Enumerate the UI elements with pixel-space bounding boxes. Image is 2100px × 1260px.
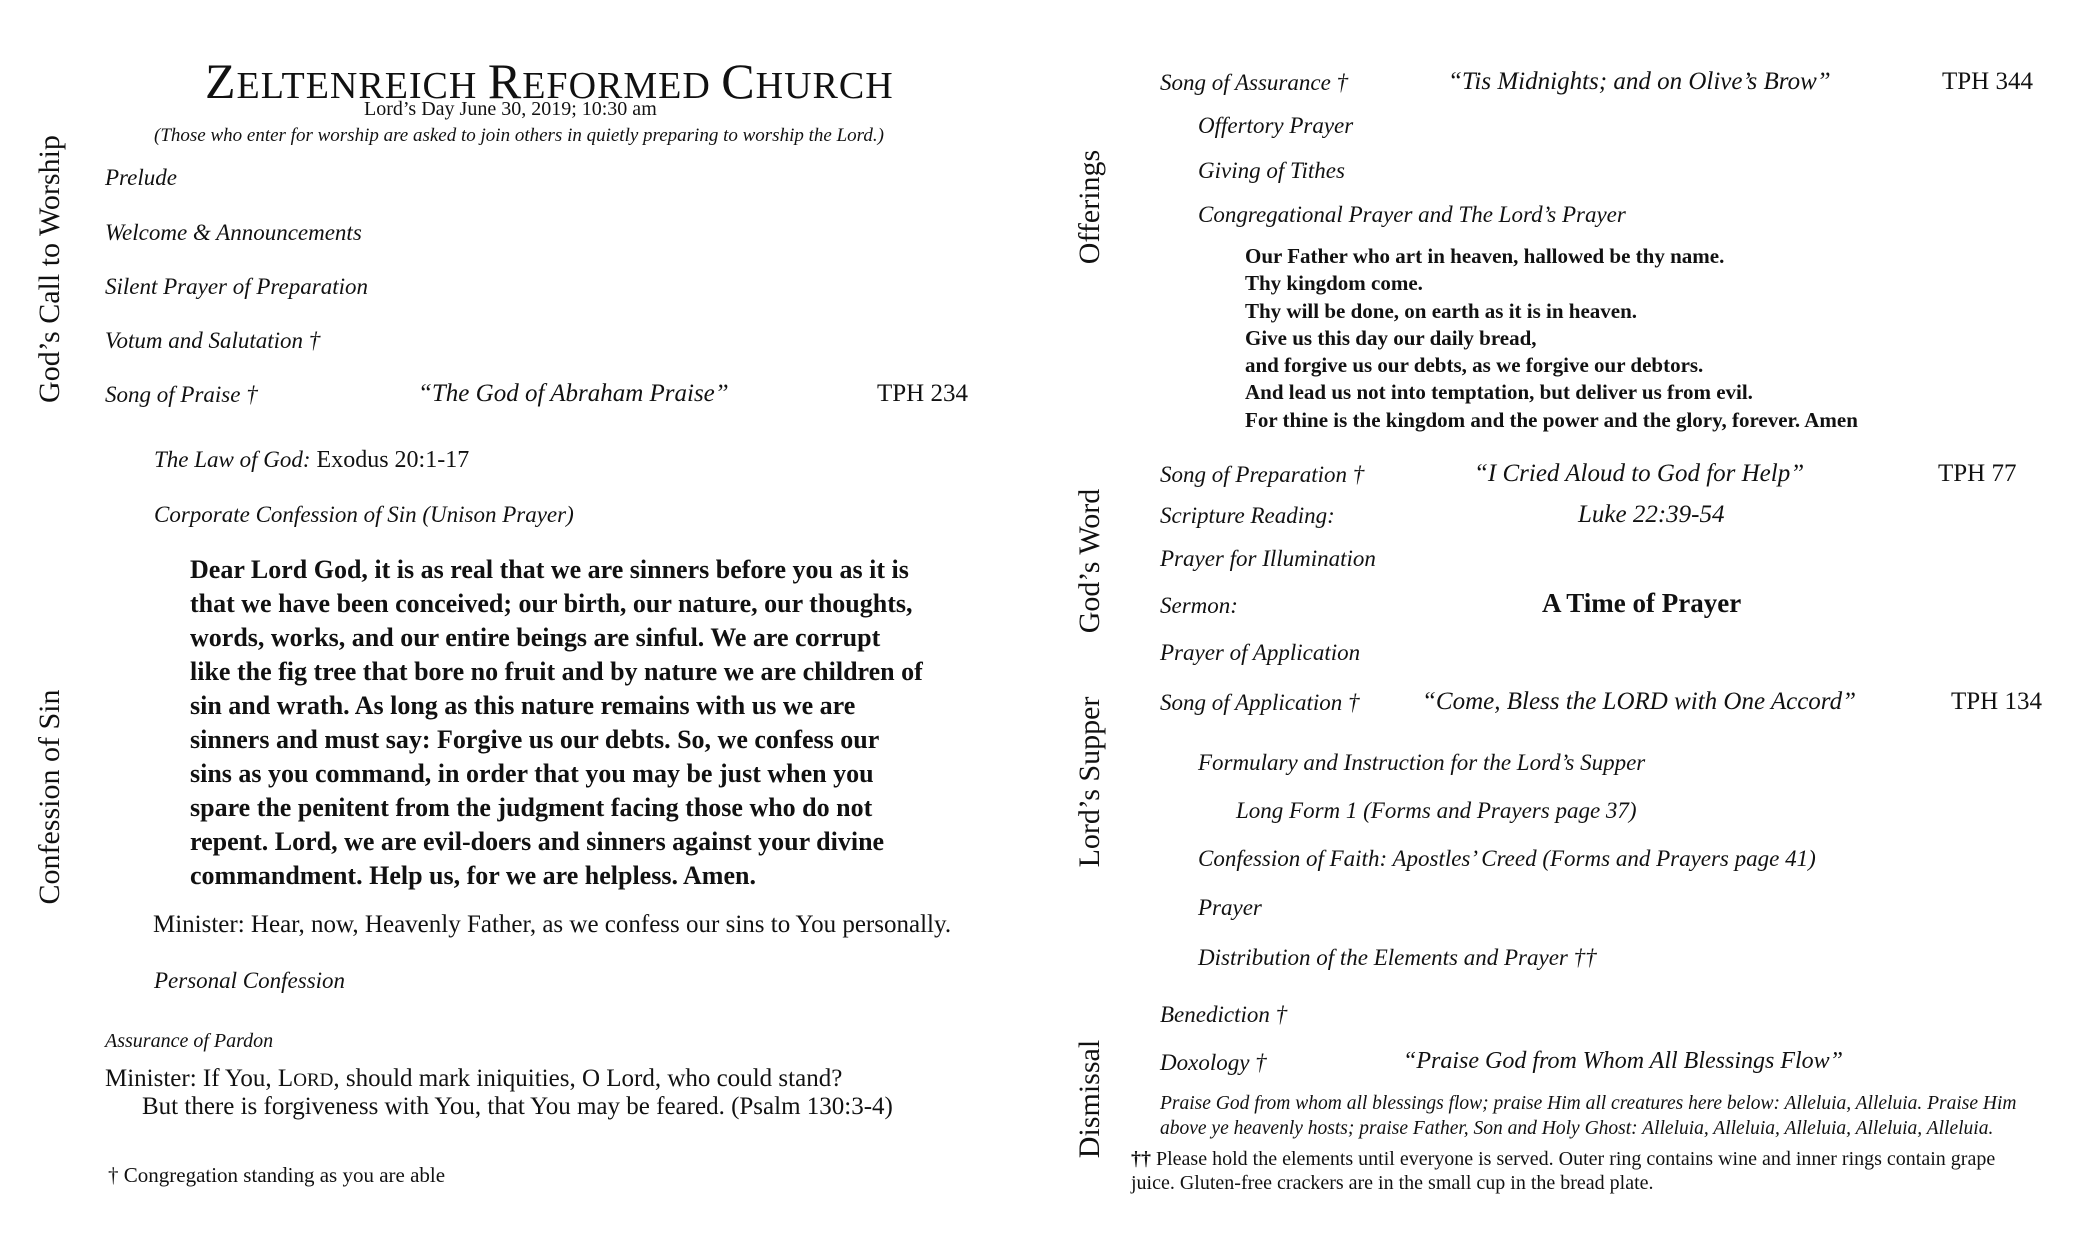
scripture-reading-label: Scripture Reading: <box>1160 503 1335 528</box>
confession-line: spare the penitent from the judgment facing those who do not <box>190 793 873 822</box>
lords-prayer-line: Give us this day our daily bread, <box>1245 325 1537 350</box>
doxology-line: above ye heavenly hosts; praise Father, Son and Holy Ghost: Alleluia, Alleluia, Alleluia, Alleluia, Alleluia. <box>1160 1118 1994 1139</box>
assurance-of-pardon: Assurance of Pardon <box>105 1030 274 1052</box>
confession-line: that we have been conceived; our birth, our nature, our thoughts, <box>190 589 913 618</box>
minister-confession-call: Minister: Hear, now, Heavenly Father, as we confess our sins to You personally. <box>153 911 952 938</box>
elements-note-line1: †† Please hold the elements until everyone is served. Outer ring contains wine and inner rings contain grape <box>1131 1148 1996 1170</box>
elements-note-line2: juice. Gluten-free crackers are in the small cup in the bread plate. <box>1131 1172 1654 1194</box>
song-of-assurance-number: TPH 344 <box>1942 68 2033 95</box>
doxology-line: Praise God from whom all blessings flow; praise Him all creatures here below: Alleluia, Alleluia. Praise Him <box>1160 1093 2017 1114</box>
confession-line: like the fig tree that bore no fruit and by nature we are children of <box>190 657 923 686</box>
personal-confession: Personal Confession <box>154 968 346 993</box>
distribution-of-elements: Distribution of the Elements and Prayer †† <box>1198 945 1597 970</box>
service-date: Lord’s Day June 30, 2019; 10:30 am <box>364 98 657 120</box>
lords-prayer <box>1245 243 1858 434</box>
song-of-preparation-title: “I Cried Aloud to God for Help” <box>1474 460 1805 487</box>
section-dismissal: Dismissal <box>1073 1039 1106 1159</box>
section-offerings: Offerings <box>1073 149 1106 265</box>
welcome-announcements: Welcome & Announcements <box>105 220 362 245</box>
elements-note <box>1131 1147 1995 1195</box>
song-of-preparation-label: Song of Preparation † <box>1160 462 1365 487</box>
doxology-title: “Praise God from Whom All Blessings Flow” <box>1403 1048 1844 1074</box>
section-gods-word: God’s Word <box>1073 488 1106 634</box>
lords-prayer-line: Our Father who art in heaven, hallowed be thy name. <box>1245 244 1725 268</box>
song-of-praise-label: Song of Praise † <box>105 382 258 407</box>
section-call-to-worship: God’s Call to Worship <box>33 135 66 403</box>
confession-line: words, works, and our entire beings are sinful. We are corrupt <box>190 623 881 652</box>
song-of-application-title: “Come, Bless the LORD with One Accord” <box>1422 688 1857 715</box>
prayer: Prayer <box>1198 895 1262 920</box>
formulary-instruction: Formulary and Instruction for the Lord’s Supper <box>1198 750 1646 775</box>
law-of-god: The Law of God: Exodus 20:1-17 <box>154 447 470 473</box>
doxology-text <box>1160 1091 2017 1141</box>
confession-line: sin and wrath. As long as this nature remains with us we are <box>190 691 856 720</box>
prayer-for-illumination: Prayer for Illumination <box>1160 546 1376 571</box>
song-of-assurance-title: “Tis Midnights; and on Olive’s Brow” <box>1448 68 1831 95</box>
standing-footnote: † Congregation standing as you are able <box>108 1163 446 1187</box>
lords-prayer-line: And lead us not into temptation, but deliver us from evil. <box>1245 380 1753 405</box>
confession-line: sins as you command, in order that you may be just when you <box>190 759 874 788</box>
song-of-praise-title: “The God of Abraham Praise” <box>418 380 729 407</box>
confession-line: sinners and must say: Forgive us our debts. So, we confess our <box>190 725 880 754</box>
lords-prayer-line: Thy kingdom come. <box>1245 271 1423 296</box>
minister-assurance-line2: But there is forgiveness with You, that You may be feared. (Psalm 130:3-4) <box>142 1093 893 1120</box>
lords-prayer-line: For thine is the kingdom and the power and the glory, forever. Amen <box>1245 407 1858 432</box>
confession-line: repent. Lord, we are evil-doers and sinners against your divine <box>190 827 885 856</box>
confession-prayer <box>190 553 923 893</box>
lords-prayer-line: and forgive us our debts, as we forgive our debtors. <box>1245 353 1704 378</box>
prelude: Prelude <box>105 165 177 190</box>
congregational-prayer: Congregational Prayer and The Lord’s Prayer <box>1198 202 1626 227</box>
confession-line: Dear Lord God, it is as real that we are sinners before you as it is <box>190 555 909 584</box>
lords-prayer-line: Thy will be done, on earth as it is in heaven. <box>1245 298 1638 323</box>
silent-prayer: Silent Prayer of Preparation <box>105 274 368 299</box>
song-of-preparation-number: TPH 77 <box>1938 460 2017 487</box>
sermon-title: A Time of Prayer <box>1542 588 1742 618</box>
song-of-application-label: Song of Application † <box>1160 690 1360 715</box>
confession-line: commandment. Help us, for we are helpless. Amen. <box>190 861 756 890</box>
section-confession: Confession of Sin <box>33 689 66 905</box>
minister-assurance-line1: Minister: If You, LORD, should mark iniquities, O Lord, who could stand? <box>105 1065 843 1092</box>
scripture-reference: Luke 22:39-54 <box>1578 501 1725 528</box>
prayer-of-application: Prayer of Application <box>1160 640 1361 665</box>
worship-notice: (Those who enter for worship are asked to join others in quietly preparing to worship the Lord.) <box>154 125 884 146</box>
song-of-assurance-label: Song of Assurance † <box>1160 70 1349 95</box>
long-form: Long Form 1 (Forms and Prayers page 37) <box>1236 798 1637 823</box>
benediction: Benediction † <box>1160 1002 1288 1027</box>
song-of-application-number: TPH 134 <box>1951 688 2042 715</box>
votum-salutation: Votum and Salutation † <box>105 328 321 353</box>
section-lords-supper: Lord’s Supper <box>1073 696 1106 868</box>
offertory-prayer: Offertory Prayer <box>1198 113 1354 138</box>
sermon-label: Sermon: <box>1160 593 1238 618</box>
giving-of-tithes: Giving of Tithes <box>1198 158 1345 183</box>
corporate-confession: Corporate Confession of Sin (Unison Prayer) <box>154 502 574 527</box>
confession-of-faith: Confession of Faith: Apostles’ Creed (Forms and Prayers page 41) <box>1198 846 1816 871</box>
church-title: ZELTENREICH REFORMED CHURCH <box>205 53 894 109</box>
doxology-label: Doxology † <box>1160 1050 1267 1075</box>
song-of-praise-number: TPH 234 <box>877 380 968 407</box>
